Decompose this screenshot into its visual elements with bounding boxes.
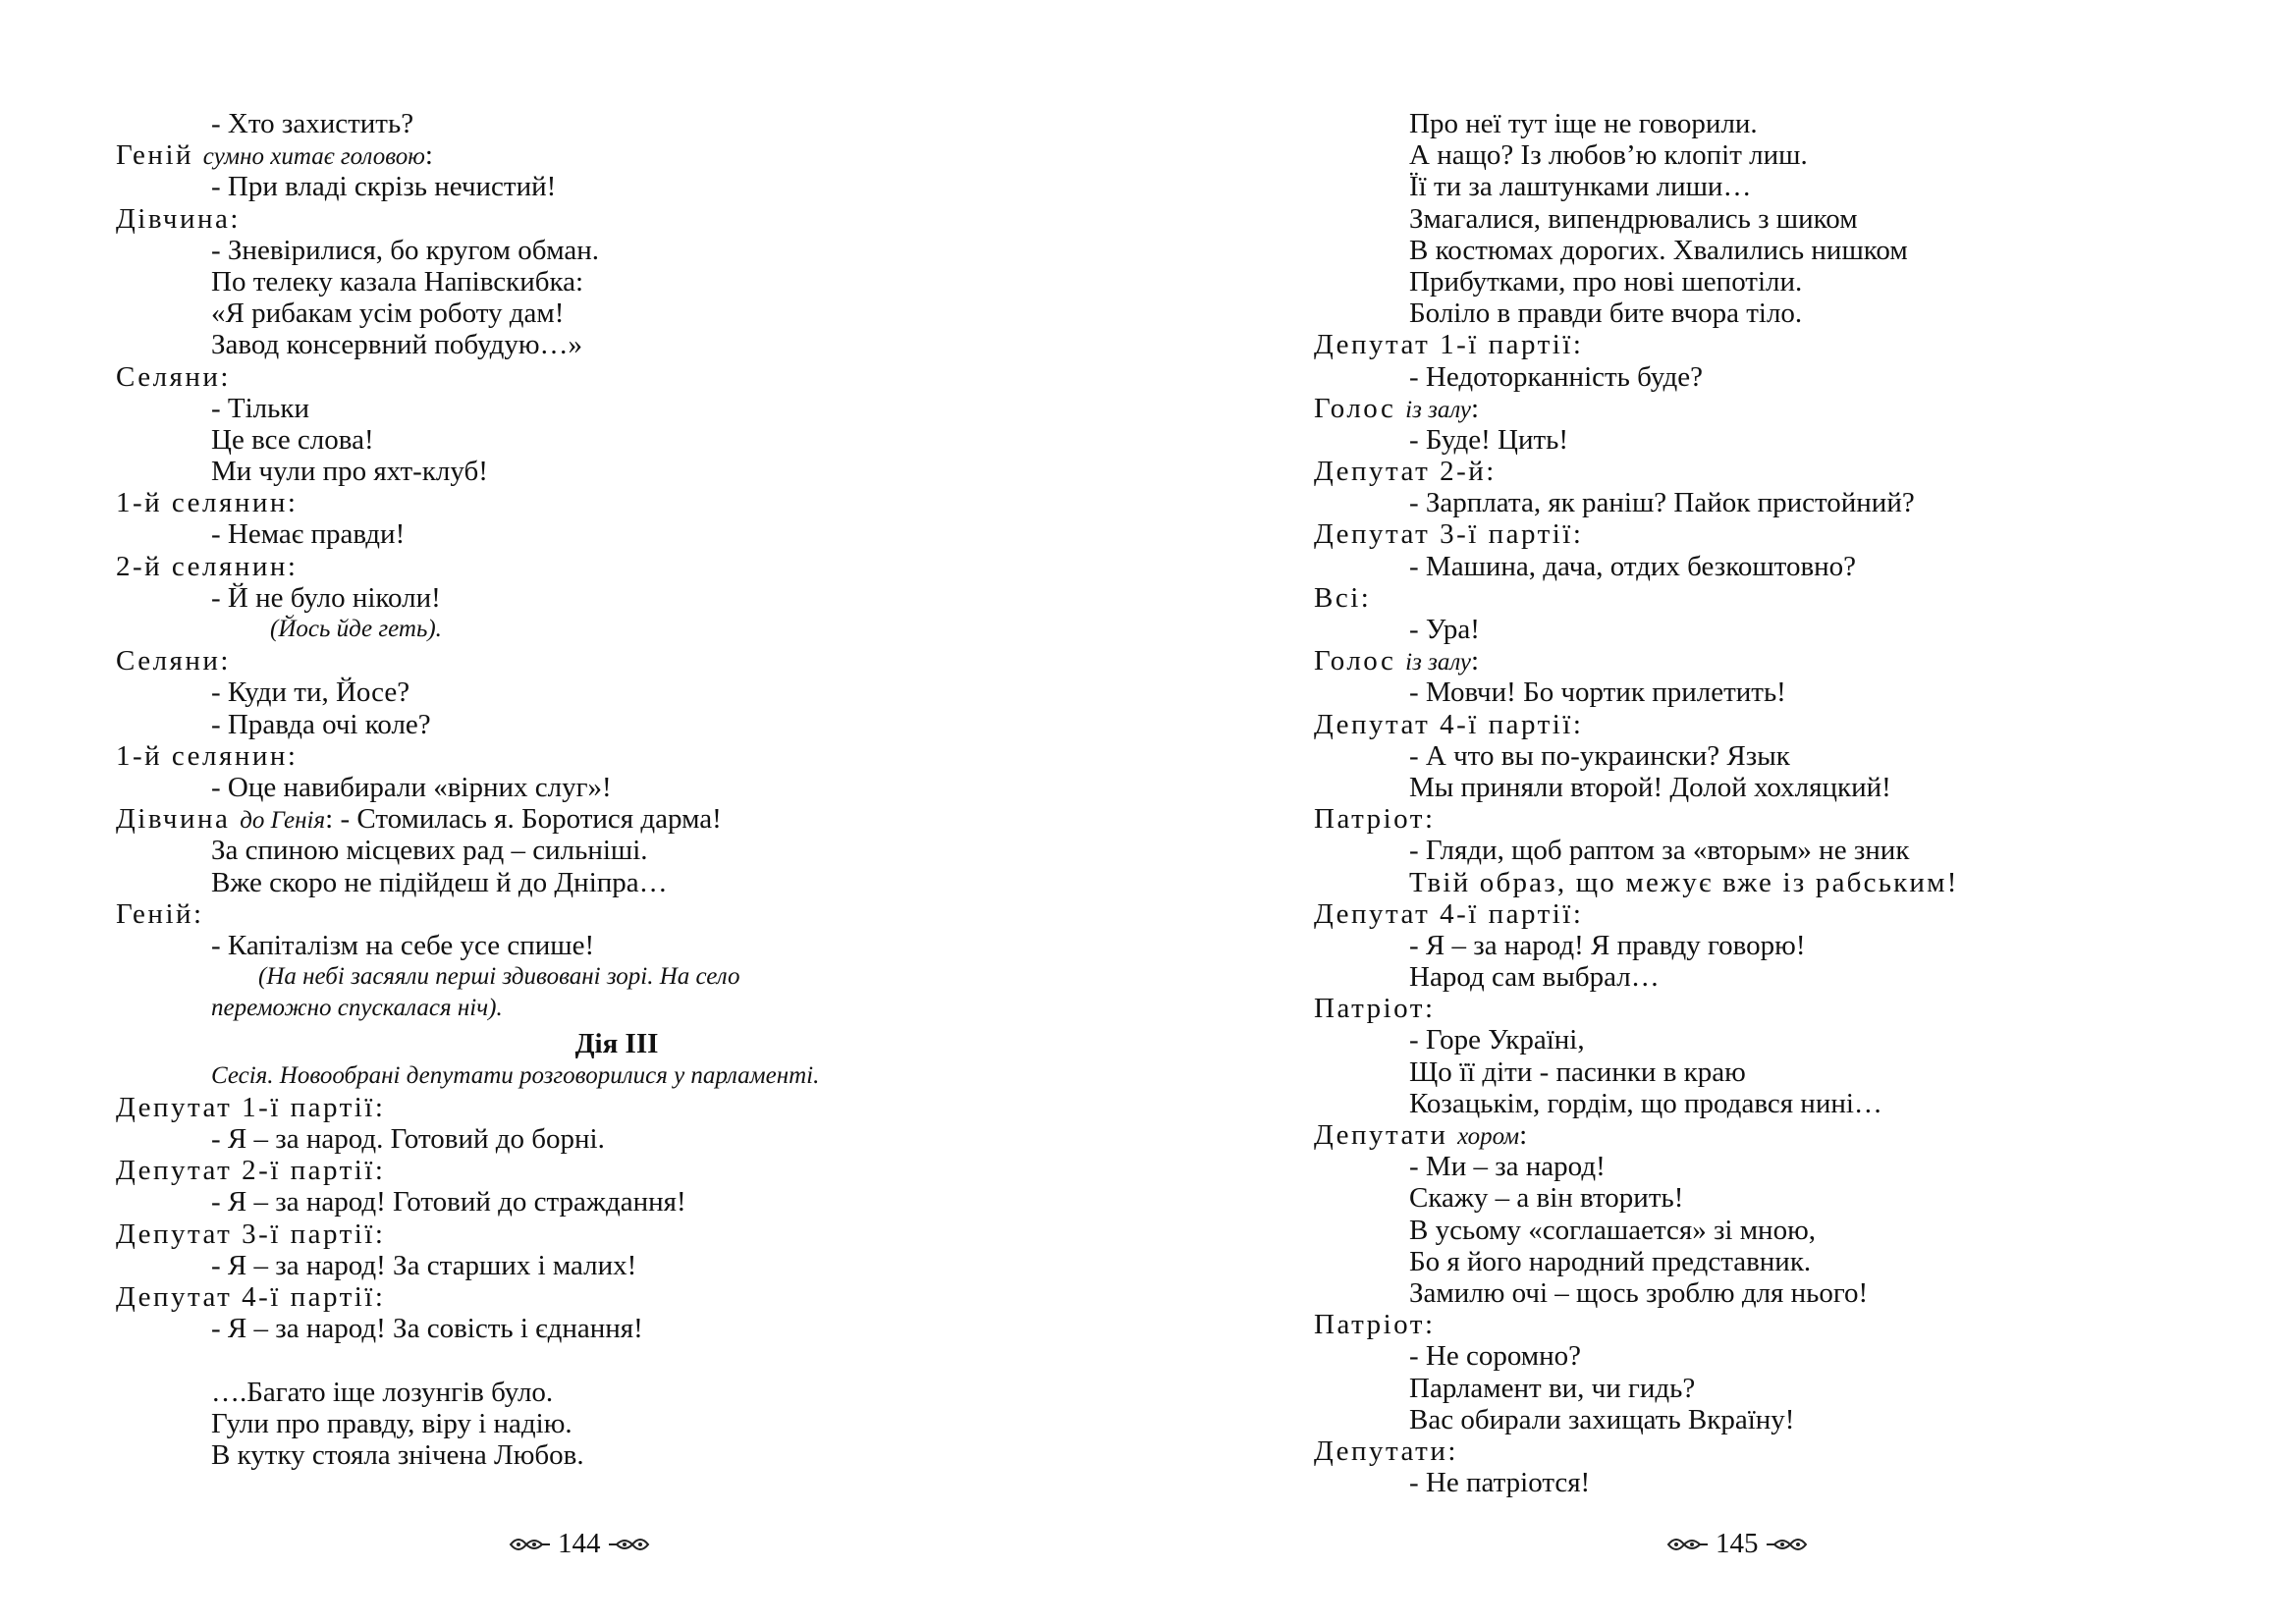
speaker-suffix: : — [1471, 645, 1480, 677]
speaker-name: Селяни: — [116, 645, 231, 677]
dialogue-line: - Правда очі коле? — [211, 708, 431, 740]
speaker-line — [116, 1155, 1117, 1186]
dialogue-line: - Ура! — [1409, 614, 1480, 645]
dialogue-line: Завод консервний побудую…» — [211, 329, 583, 361]
speaker-name: Дівчина — [116, 803, 231, 836]
page-number-right — [1666, 1528, 1808, 1560]
dialogue-line: - Недоторканність буде? — [1409, 360, 1703, 393]
stage-direction: із залу — [1405, 649, 1472, 677]
dialogue-line: ….Багато іще лозунгів було. — [211, 1376, 554, 1408]
speaker-name: Депутат 4-ї партії: — [1314, 708, 1584, 740]
speaker-line — [1314, 709, 2217, 740]
speaker-line — [116, 740, 1117, 772]
speaker-name: Патріот: — [1314, 993, 1436, 1025]
dialogue-line: - Не соромно? — [1409, 1340, 1582, 1373]
dialogue-line: Змагалися, випендрювались з шиком — [1409, 202, 1858, 235]
dialogue-line: - А что вы по-украински? Язык — [1409, 739, 1790, 772]
speaker-name: Депутат 1-ї партії: — [116, 1091, 386, 1123]
speaker-line — [116, 645, 1117, 677]
dialogue-line: - Я – за народ. Готовий до борні. — [211, 1123, 605, 1155]
dialogue-line: Її ти за лаштунками лиши… — [1409, 171, 1752, 203]
left-page — [116, 108, 1117, 1471]
floral-ornament-icon — [607, 1533, 650, 1556]
floral-ornament-icon — [509, 1533, 552, 1556]
dialogue-line: Боліло в правди бите вчора тіло. — [1409, 298, 1803, 330]
dialogue-line: Що її діти - пасинки в краю — [1409, 1056, 1746, 1088]
speaker-line — [116, 803, 1117, 835]
dialogue-line: - Я – за народ! Я правду говорю! — [1409, 929, 1806, 961]
speaker-name: Депутат 1-ї партії: — [1314, 329, 1584, 361]
dialogue-line: Це все слова! — [211, 423, 374, 456]
speaker-name: Патріот: — [1314, 803, 1436, 836]
act-heading: Дія ІІІ — [574, 1028, 659, 1060]
speaker-line — [116, 361, 1117, 393]
dialogue-line: В костюмах дорогих. Хвалились нишком — [1409, 234, 1908, 266]
dialogue-line: Ми чули про яхт-клуб! — [211, 456, 488, 488]
dialogue-line: - Тільки — [211, 392, 309, 424]
dialogue-line: Козацькім, гордім, що продався нині… — [1409, 1087, 1882, 1119]
dialogue-line: - Немає правди! — [211, 518, 406, 551]
stage-direction: (На небі засяяли перші здивовані зорі. На село — [258, 963, 740, 991]
speaker-line — [116, 551, 1117, 582]
speaker-line — [1314, 803, 2217, 835]
speaker-line — [1314, 1119, 2217, 1151]
blank-line — [116, 1344, 1117, 1376]
dialogue-line: - Ми – за народ! — [1409, 1151, 1606, 1183]
speaker-suffix: : — [424, 139, 433, 172]
speaker-name: Депутат 4-ї партії: — [1314, 897, 1584, 930]
dialogue-line: - Гляди, щоб раптом за «вторым» не зник — [1409, 835, 1910, 867]
dialogue-line: - Не патріотся! — [1409, 1467, 1591, 1499]
speaker-name: Дівчина: — [116, 202, 241, 235]
dialogue-line: Народ сам выбрал… — [1409, 961, 1660, 994]
speaker-line — [1314, 393, 2217, 424]
speaker-line — [116, 898, 1117, 930]
speaker-line — [1314, 518, 2217, 550]
speaker-name: 2-й селянин: — [116, 550, 299, 582]
speaker-name: 1-й селянин: — [116, 487, 299, 519]
speaker-name: Депутат 3-ї партії: — [116, 1218, 386, 1250]
speaker-name: Депутат 2-ї партії: — [116, 1155, 386, 1187]
dialogue-line: В кутку стояла знічена Любов. — [211, 1438, 584, 1471]
dialogue-line: Бо я його народний представник. — [1409, 1245, 1812, 1277]
dialogue-line: Замилю очі – щось зроблю для нього! — [1409, 1276, 1869, 1309]
speaker-name: Депутати — [1314, 1119, 1448, 1151]
speaker-name: Депутат 4-ї партії: — [116, 1280, 386, 1313]
dialogue-line: По телеку казала Напівскибка: — [211, 265, 584, 298]
dialogue-line: - Капіталізм на себе усе спише! — [211, 929, 595, 961]
dialogue-line: Про неї тут іще не говорили. — [1409, 108, 1758, 139]
speaker-name: Голос — [1314, 645, 1396, 677]
stage-direction: сумно хитає головою — [202, 143, 425, 171]
speaker-line — [116, 1281, 1117, 1313]
dialogue-line: - Мовчи! Бо чортик прилетить! — [1409, 677, 1786, 709]
speaker-name: Патріот: — [1314, 1309, 1436, 1341]
dialogue-line: Твій образ, що межує вже із рабським! — [1409, 866, 1959, 898]
speaker-line — [1314, 582, 2217, 614]
speaker-line — [116, 139, 1117, 171]
dialogue-line: В усьому «соглашается» зі мною, — [1409, 1214, 1816, 1246]
dialogue-line: - Буде! Цить! — [1409, 423, 1569, 456]
dialogue-line: Гули про правду, віру і надію. — [211, 1407, 572, 1439]
dialogue-line: - Машина, дача, отдих безкоштовно? — [1409, 550, 1857, 582]
dialogue-line: - Я – за народ! За совість і єднання! — [211, 1313, 643, 1345]
page-number: 145 — [1716, 1528, 1759, 1559]
dialogue-line: - Оце навибирали «вірних слуг»! — [211, 771, 612, 803]
speaker-line — [116, 203, 1117, 235]
speaker-name: 1-й селянин: — [116, 739, 299, 772]
speaker-line — [116, 1092, 1117, 1123]
speaker-name: Голос — [1314, 392, 1396, 424]
speaker-name: Геній — [116, 139, 194, 172]
speaker-line — [1314, 898, 2217, 930]
stage-direction: (Йось йде геть). — [270, 616, 442, 642]
stage-direction: хором — [1457, 1123, 1520, 1150]
speaker-name: Всі: — [1314, 581, 1372, 614]
speaker-line — [1314, 1435, 2217, 1467]
dialogue-line: Вже скоро не підійдеш й до Дніпра… — [211, 866, 668, 898]
dialogue-line: - Горе Україні, — [1409, 1024, 1585, 1056]
page-number: 144 — [558, 1528, 601, 1559]
stage-direction: переможно спускалася ніч). — [211, 995, 503, 1022]
speaker-suffix: : — [1471, 392, 1480, 424]
speaker-line — [1314, 645, 2217, 677]
dialogue-line: Мы приняли второй! Долой хохляцкий! — [1409, 771, 1891, 803]
dialogue-line: За спиною місцевих рад – сильніші. — [211, 835, 648, 867]
speaker-line — [1314, 329, 2217, 360]
speaker-suffix: : - Стомилась я. Боротися дарма! — [325, 803, 722, 836]
dialogue-line: - Куди ти, Йосе? — [211, 677, 410, 709]
dialogue-line: Вас обирали захищать Вкраїну! — [1409, 1403, 1795, 1435]
dialogue-line: А нащо? Із любов’ю клопіт лиш. — [1409, 139, 1808, 172]
stage-direction: до Генія — [240, 807, 326, 835]
speaker-line — [1314, 456, 2217, 487]
dialogue-line: - Зневірилися, бо кругом обман. — [211, 234, 599, 266]
speaker-line — [1314, 993, 2217, 1024]
speaker-name: Геній: — [116, 897, 204, 930]
dialogue-line: - Й не було ніколи! — [211, 581, 441, 614]
speaker-name: Селяни: — [116, 360, 231, 393]
stage-direction: із залу — [1405, 396, 1472, 423]
dialogue-line: Прибутками, про нові шепотіли. — [1409, 265, 1803, 298]
speaker-line — [116, 487, 1117, 518]
speaker-name: Депутат 3-ї партії: — [1314, 518, 1584, 551]
speaker-suffix: : — [1519, 1119, 1528, 1151]
dialogue-line: Парламент ви, чи гидь? — [1409, 1372, 1696, 1404]
dialogue-line: - Я – за народ! Готовий до страждання! — [211, 1186, 686, 1218]
dialogue-line: «Я рибакам усім роботу дам! — [211, 298, 565, 330]
dialogue-line: - Я – за народ! За старших і малих! — [211, 1249, 637, 1281]
page-number-left — [509, 1528, 650, 1560]
floral-ornament-icon — [1765, 1533, 1808, 1556]
stage-direction: Сесія. Новообрані депутати розговорилися у парламенті. — [211, 1061, 820, 1089]
speaker-line — [1314, 1309, 2217, 1340]
right-page — [1314, 108, 2217, 1498]
dialogue-line: - Хто захистить? — [211, 108, 414, 139]
speaker-name: Депутати: — [1314, 1435, 1458, 1467]
dialogue-line: - Зарплата, як раніш? Пайок пристойний? — [1409, 487, 1915, 519]
speaker-name: Депутат 2-й: — [1314, 456, 1497, 488]
dialogue-line: - При владі скрізь нечистий! — [211, 171, 557, 203]
dialogue-line: Скажу – а він вторить! — [1409, 1182, 1684, 1215]
floral-ornament-icon — [1666, 1533, 1710, 1556]
speaker-line — [116, 1218, 1117, 1250]
